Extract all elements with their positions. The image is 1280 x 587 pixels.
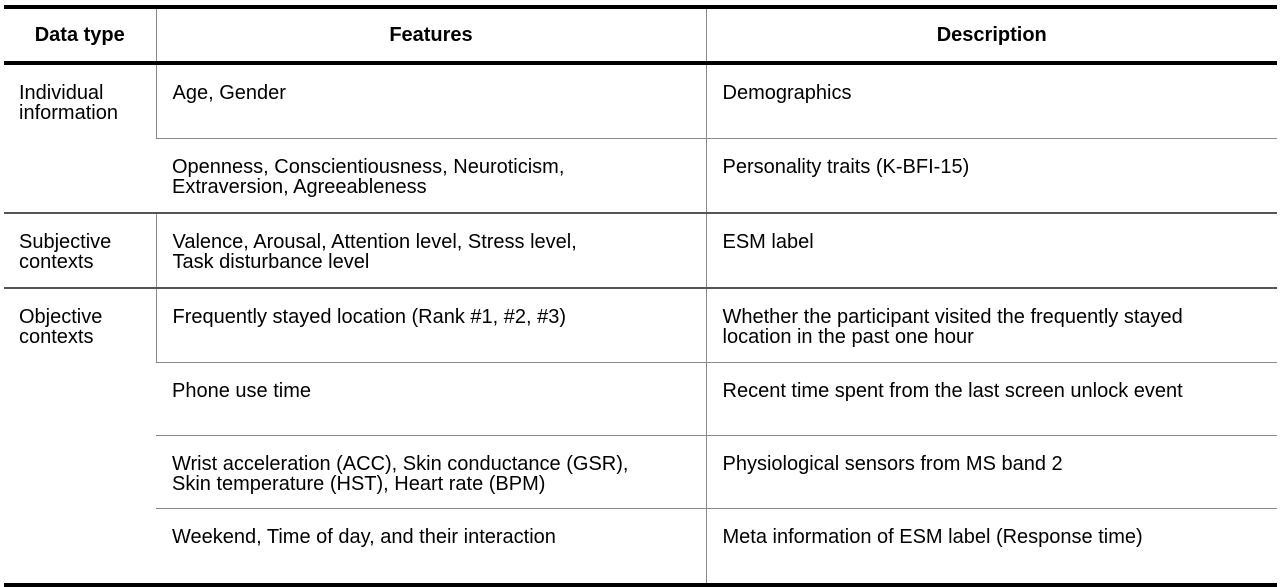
description-cell — [706, 509, 1277, 586]
description-cell — [706, 363, 1277, 436]
data-type-cell — [4, 213, 156, 288]
features-cell — [156, 363, 706, 436]
data-table — [4, 5, 1277, 587]
table-row — [4, 363, 1277, 436]
features-text: Frequently stayed location (Rank #1, #2, #3) — [172, 306, 567, 328]
header-features: Features — [156, 7, 706, 63]
description-text: Meta information of ESM label (Response time) — [722, 526, 1143, 548]
description-text: Physiological sensors from MS band 2 — [722, 453, 1063, 475]
data-type-cell — [4, 63, 156, 213]
data-type-label: Objective contexts — [19, 306, 103, 348]
features-cell — [156, 139, 706, 214]
data-table-container — [4, 5, 1277, 587]
description-cell — [706, 63, 1277, 139]
features-cell — [156, 63, 706, 139]
features-cell — [156, 509, 706, 586]
description-cell — [706, 213, 1277, 288]
features-text: Age, Gender — [172, 82, 286, 104]
features-text: Weekend, Time of day, and their interaction — [172, 526, 556, 548]
table-body — [4, 63, 1277, 585]
table-row — [4, 63, 1277, 139]
features-text: Openness, Conscientiousness, Neuroticism, Extraversion, Agreeableness — [172, 156, 565, 198]
description-text: ESM label — [722, 231, 814, 253]
features-text: Valence, Arousal, Attention level, Stress level, Task disturbance level — [172, 231, 577, 273]
features-text: Phone use time — [172, 380, 311, 402]
table-row — [4, 288, 1277, 363]
data-type-label: Individual information — [19, 82, 118, 124]
header-description: Description — [706, 7, 1277, 63]
table-row — [4, 509, 1277, 586]
description-text: Personality traits (K-BFI-15) — [722, 156, 970, 178]
description-text: Recent time spent from the last screen unlock event — [722, 380, 1183, 402]
features-cell — [156, 436, 706, 509]
data-type-label: Subjective contexts — [19, 231, 112, 273]
features-text: Wrist acceleration (ACC), Skin conductance (GSR), Skin temperature (HST), Heart rate (BPM) — [172, 453, 629, 495]
header-data-type: Data type — [4, 7, 156, 63]
description-cell — [706, 139, 1277, 214]
table-header — [4, 7, 1277, 63]
description-cell — [706, 288, 1277, 363]
features-cell — [156, 288, 706, 363]
table-row — [4, 213, 1277, 288]
description-text: Whether the participant visited the frequently stayed location in the past one hour — [722, 306, 1183, 348]
description-text: Demographics — [722, 82, 852, 104]
description-cell — [706, 436, 1277, 509]
data-type-cell — [4, 288, 156, 585]
features-cell — [156, 213, 706, 288]
header-row — [4, 7, 1277, 63]
table-row — [4, 436, 1277, 509]
table-row — [4, 139, 1277, 214]
